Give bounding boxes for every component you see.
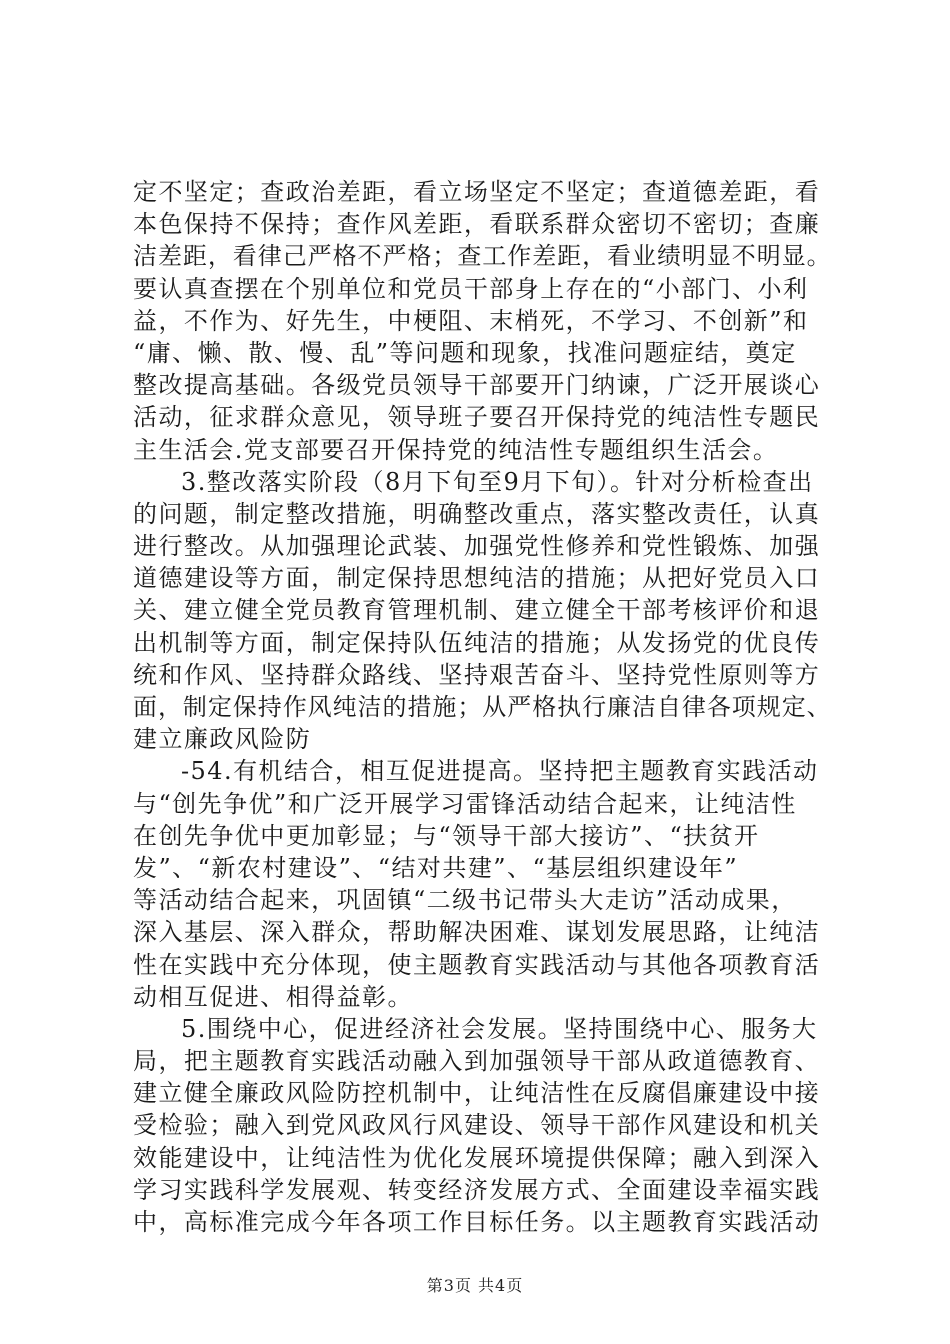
text-line: 建立健全廉政风险防控机制中，让纯洁性在反腐倡廉建设中接 [133,1079,821,1108]
text-line: 3.整改落实阶段（8月下旬至9月下旬）。针对分析检查出 [181,467,814,496]
text-line: 定不坚定；查政治差距，看立场坚定不坚定；查道德差距，看 [133,178,821,206]
page-footer: 第3页 共4页 [426,1276,524,1295]
text-line: 学习实践科学发展观、转变经济发展方式、全面建设幸福实践 [133,1175,821,1204]
text-line: 建立廉政风险防 [133,725,312,754]
text-line: 进行整改。从加强理论武装、加强党性修养和党性锻炼、加强 [133,532,821,561]
text-line: 中，高标准完成今年各项工作目标任务。以主题教育实践活动 [133,1208,821,1236]
text-line: 5.围绕中心，促进经济社会发展。坚持围绕中心、服务大 [181,1014,818,1043]
text-line: 要认真查摆在个别单位和党员干部身上存在的“小部门、小利 [133,274,809,303]
text-line: 在创先争优中更加彰显；与“领导干部大接访”、“扶贫开 [133,821,760,850]
text-line: 活动，征求群众意见，领导班子要召开保持党的纯洁性专题民 [133,403,821,432]
text-line: 动相互促进、相得益彰。 [133,982,413,1011]
text-line: 整改提高基础。各级党员领导干部要开门纳谏，广泛开展谈心 [133,371,821,400]
text-line: 本色保持不保持；查作风差距，看联系群众密切不密切；查廉 [133,210,821,239]
text-line: 性在实践中充分体现，使主题教育实践活动与其他各项教育活 [133,950,821,979]
text-line: “庸、懒、散、慢、乱”等问题和现象，找准问题症结，奠定 [133,338,797,367]
text-line: 的问题，制定整改措施，明确整改重点，落实整改责任，认真 [133,499,821,528]
text-line: 效能建设中，让纯洁性为优化发展环境提供保障；融入到深入 [133,1143,821,1172]
text-line: 与“创先争优”和广泛开展学习雷锋活动结合起来，让纯洁性 [133,789,797,818]
text-line: 局，把主题教育实践活动融入到加强领导干部从政道德教育、 [133,1047,821,1076]
text-line: 受检验；融入到党风政风行风建设、领导干部作风建设和机关 [133,1111,821,1140]
text-line: -54.有机结合，相互促进提高。坚持把主题教育实践活动 [181,757,819,786]
text-line: 出机制等方面，制定保持队伍纯洁的措施；从发扬党的优良传 [133,628,821,657]
text-line: 主生活会.党支部要召开保持党的纯洁性专题组织生活会。 [133,435,779,464]
body-text [133,176,833,1238]
text-line: 面，制定保持作风纯洁的措施；从严格执行廉洁自律各项规定、 [133,693,832,721]
text-line: 统和作风、坚持群众路线、坚持艰苦奋斗、坚持党性原则等方 [133,660,821,689]
text-line: 洁差距，看律己严格不严格；查工作差距，看业绩明显不明显。 [133,242,832,271]
text-line: 等活动结合起来，巩固镇“二级书记带头大走访”活动成果， [133,886,797,915]
text-line: 关、建立健全党员教育管理机制、建立健全干部考核评价和退 [133,596,821,625]
text-line: 道德建设等方面，制定保持思想纯洁的措施；从把好党员入口 [133,564,821,593]
text-line: 发”、“新农村建设”、“结对共建”、“基层组织建设年” [133,853,739,882]
text-line: 深入基层、深入群众，帮助解决困难、谋划发展思路，让纯洁 [133,918,821,947]
text-line: 益，不作为、好先生，中梗阻、末梢死，不学习、不创新”和 [133,306,809,335]
